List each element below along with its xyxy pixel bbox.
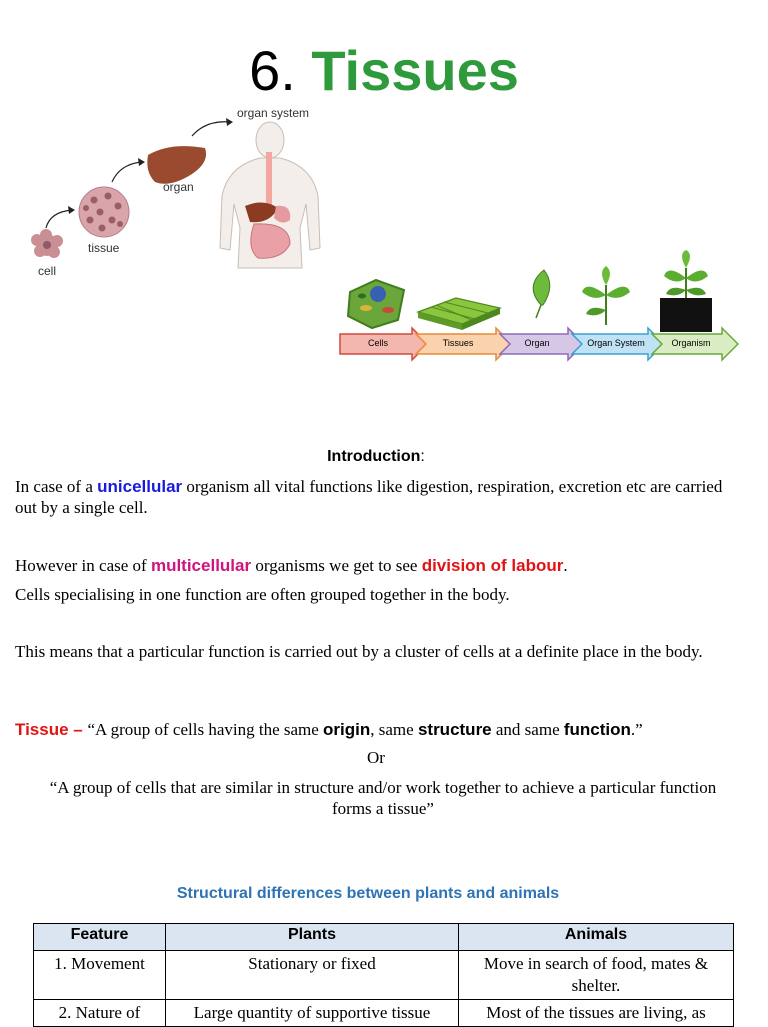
paragraph-specialising: Cells specialising in one function are often grouped together in the body. [15,585,510,604]
plant-cell-drawing [348,280,404,328]
p2-post: . [563,556,568,575]
label-cell: cell [38,264,57,278]
division-of-labour-highlight: division of labour [421,556,564,575]
organism-drawing [660,250,712,332]
seedling-drawing [582,266,630,325]
header-animals: Animals [459,924,734,951]
unicellular-highlight: unicellular [97,477,183,496]
introduction-colon: : [420,448,425,465]
row1-plants: Stationary or fixed [166,951,459,1000]
multicellular-highlight: multicellular [150,556,252,575]
plant-tissue-drawing [418,298,500,330]
label-organ-system: organ system [237,106,310,120]
row2-animals: Most of the tissues are living, as [459,1000,734,1027]
def-part-1: “A group of cells having the same [87,720,324,739]
def-part-4: .” [630,720,643,739]
or-separator: Or [367,748,385,767]
row1-animals: Move in search of food, mates & shelter. [459,951,734,1000]
plant-label-organ: Organ [524,338,550,348]
header-plants: Plants [166,924,459,951]
title-number: 6. [249,39,296,102]
tissue-definition [15,719,735,740]
liver-drawing [147,146,206,184]
arrow-organ-system [192,122,230,136]
paragraph-multicellular [15,555,735,576]
paragraph-unicellular [15,476,735,518]
row2-feature: 2. Nature of [34,1000,166,1027]
row1-feature: 1. Movement [34,951,166,1000]
p2-mid: organisms we get to see [251,556,422,575]
def-part-2: , same [370,720,418,739]
def-part-3: and same [491,720,564,739]
table-row [34,1000,734,1027]
tissue-dash: – [68,720,88,739]
title-word: Tissues [311,39,519,102]
origin-bold: origin [323,720,371,739]
table-caption: Structural differences between plants and animals [176,885,560,902]
esophagus-drawing [266,152,272,207]
p2-pre: However in case of [15,556,151,575]
p1-post: organism all vital functions like digestion, respiration, excretion etc are carried out by a single cell. [15,477,723,517]
table-row [34,951,734,1000]
structure-bold: structure [417,720,492,739]
introduction-heading [0,448,752,466]
function-bold: function [563,720,631,739]
plant-label-organism: Organism [671,338,711,348]
cell-drawing [31,229,63,258]
leaf-drawing [533,270,550,305]
introduction-heading-text: Introduction [327,448,421,465]
plant-label-cells: Cells [367,338,388,348]
plant-label-organ-system: Organ System [587,338,645,348]
p1-pre: In case of a [15,477,98,496]
page-title [0,38,768,104]
plant-label-tissues: Tissues [442,338,474,348]
label-organ: organ [163,180,194,194]
tissue-term: Tissue [15,720,69,739]
plants-animals-table [33,923,734,1027]
table-header-row [34,924,734,951]
arrow-tissue-organ [112,162,142,182]
arrow-cell-tissue [46,210,72,228]
paragraph-cluster: This means that a particular function is carried out by a cluster of cells at a definite place in the body. [15,642,703,661]
header-feature: Feature [34,924,166,951]
tissue-drawing [79,187,129,237]
label-tissue: tissue [88,241,120,255]
tissue-definition-alternative: “A group of cells that are similar in structure and/or work together to achieve a particular function forms a tissue” [49,778,717,818]
row2-plants: Large quantity of supportive tissue [166,1000,459,1027]
